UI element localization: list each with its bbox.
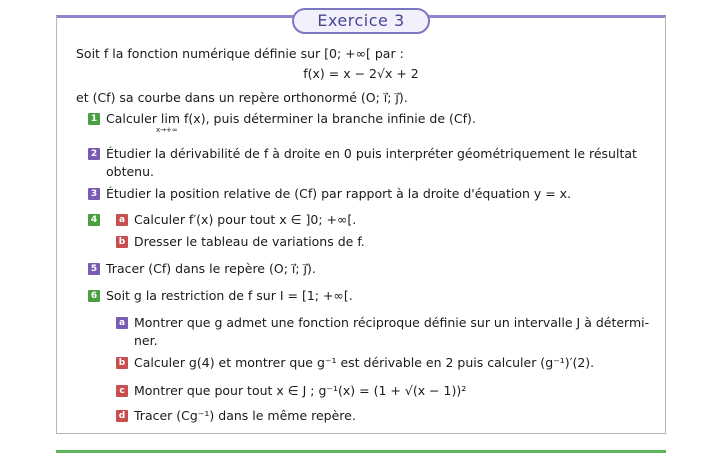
item-3-text: Étudier la position relative de (Cf) par rapport à la droite d'équation y = x. [106, 186, 572, 201]
sub-letter-badge: a [116, 317, 128, 329]
item-6b-text: Calculer g(4) et montrer que g⁻¹ est dérivable en 2 puis calculer (g⁻¹)′(2). [134, 355, 595, 370]
item-6a-text-line-1: Montrer que g admet une fonction réciproque définie sur un intervalle J à détermi- [134, 315, 650, 330]
item-6c-text: Montrer que pour tout x ∈ J ; g⁻¹(x) = (1 + √(x − 1))² [134, 383, 467, 398]
item-6d-text: Tracer (Cg⁻¹) dans le même repère. [134, 408, 356, 423]
sub-letter-badge: c [116, 385, 128, 397]
item-1-text: Calculer lim f(x), puis déterminer la branche infinie de (Cf). [106, 111, 476, 126]
item-6a-text-line-2: ner. [134, 333, 158, 348]
item-number-badge: 6 [88, 290, 100, 302]
item-number-badge: 1 [88, 113, 100, 125]
limit-subscript: x→+∞ [156, 126, 178, 134]
sub-letter-badge: d [116, 410, 128, 422]
item-number-badge: 3 [88, 188, 100, 200]
item-6-text: Soit g la restriction de f sur I = [1; +∞[. [106, 288, 353, 303]
sub-letter-badge: b [116, 236, 128, 248]
sub-letter-badge: a [116, 214, 128, 226]
intro-line-1: Soit f la fonction numérique définie sur [0; +∞[ par : [76, 46, 404, 61]
function-formula: f(x) = x − 2√x + 2 [303, 66, 419, 81]
sub-letter-badge: b [116, 357, 128, 369]
bottom-divider [56, 450, 666, 453]
intro-line-2: et (Cf) sa courbe dans un repère orthonormé (O; i⃗; j⃗). [76, 90, 408, 105]
item-4a-text: Calculer f′(x) pour tout x ∈ ]0; +∞[. [134, 212, 357, 227]
item-2-text-line-2: obtenu. [106, 164, 154, 179]
item-5-text: Tracer (Cf) dans le repère (O; i⃗; j⃗). [106, 261, 316, 276]
item-number-badge: 5 [88, 263, 100, 275]
item-number-badge: 2 [88, 148, 100, 160]
exercise-title: Exercice 3 [292, 8, 430, 34]
item-4b-text: Dresser le tableau de variations de f. [134, 234, 365, 249]
item-number-badge: 4 [88, 214, 100, 226]
item-2-text-line-1: Étudier la dérivabilité de f à droite en 0 puis interpréter géométriquement le résultat [106, 146, 637, 161]
